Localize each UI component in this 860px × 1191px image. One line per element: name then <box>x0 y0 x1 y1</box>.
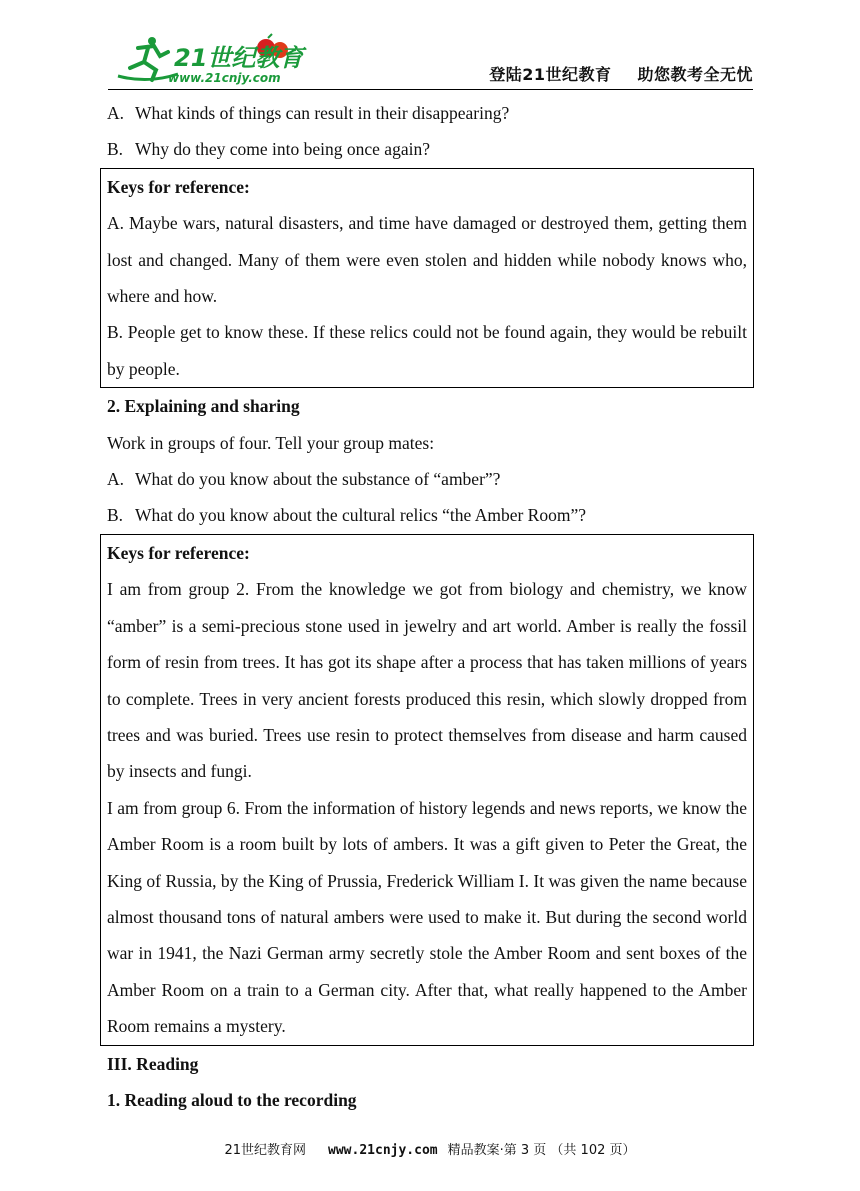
document-body <box>107 95 762 1118</box>
instruction-text: Work in groups of four. Tell your group mates: <box>107 432 435 453</box>
footer-site: 21世纪教育网 <box>224 1143 307 1158</box>
footer-page-info: 精品教案·第 3 页 （共 102 页） <box>447 1143 636 1158</box>
key-answer-a: A. Maybe wars, natural disasters, and time have damaged or destroyed them, getting them lost and changed. Many of them were even stolen and hidden while nobody knows who, where and how. <box>107 213 747 307</box>
section-heading-explaining: 2. Explaining and sharing <box>107 396 300 417</box>
footer-url[interactable]: www.21cnjy.com <box>328 1143 438 1158</box>
page-footer <box>0 1139 860 1158</box>
header-slogan <box>489 62 753 85</box>
keys-box-1 <box>100 168 754 388</box>
keys-title: Keys for reference: <box>107 176 250 197</box>
keys-title: Keys for reference: <box>107 542 250 563</box>
section-heading-reading: III. Reading <box>107 1053 199 1074</box>
logo-21cnjy <box>108 32 308 88</box>
subheading-reading-aloud: 1. Reading aloud to the recording <box>107 1089 357 1110</box>
question-a: A. What do you know about the substance of “amber”? <box>107 469 501 490</box>
header-divider <box>108 89 753 90</box>
slogan-right: 助您教考全无忧 <box>637 65 753 84</box>
slogan-left: 登陆21世纪教育 <box>489 65 612 84</box>
question-b: B. Why do they come into being once again? <box>107 139 430 160</box>
keys-box-2 <box>100 534 754 1046</box>
svg-text:21世纪教育: 21世纪教育 <box>174 44 304 72</box>
question-b: B. What do you know about the cultural relics “the Amber Room”? <box>107 505 586 526</box>
key-answer-b: B. People get to know these. If these relics could not be found again, they would be rebuilt by people. <box>107 322 747 379</box>
page-header <box>108 30 753 88</box>
key-paragraph-group2: I am from group 2. From the knowledge we got from biology and chemistry, we know “amber” is a semi-precious stone used in jewelry and art world. Amber is really the fossil form of resin from trees. It has got its shape after a process that has taken millions of years to complete. Trees in very ancient forests produced this resin, which slowly dropped from trees and was buried. Trees use resin to protect themselves from disease and harm caused by insects and fungi. <box>107 579 747 782</box>
svg-text:www.21cnjy.com: www.21cnjy.com <box>168 71 281 85</box>
key-paragraph-group6: I am from group 6. From the information of history legends and news reports, we know the Amber Room is a room built by lots of ambers. It was a gift given to Peter the Great, the King of Russia, by the King of Prussia, Frederick William I. It was given the name because almost thousand tons of natural ambers were used to make it. But during the second world war in 1941, the Nazi German army secretly stole the Amber Room and sent boxes of the Amber Room on a train to a German city. After that, what really happened to the Amber Room remains a mystery. <box>107 797 747 1037</box>
question-a: A. What kinds of things can result in their disappearing? <box>107 103 510 123</box>
